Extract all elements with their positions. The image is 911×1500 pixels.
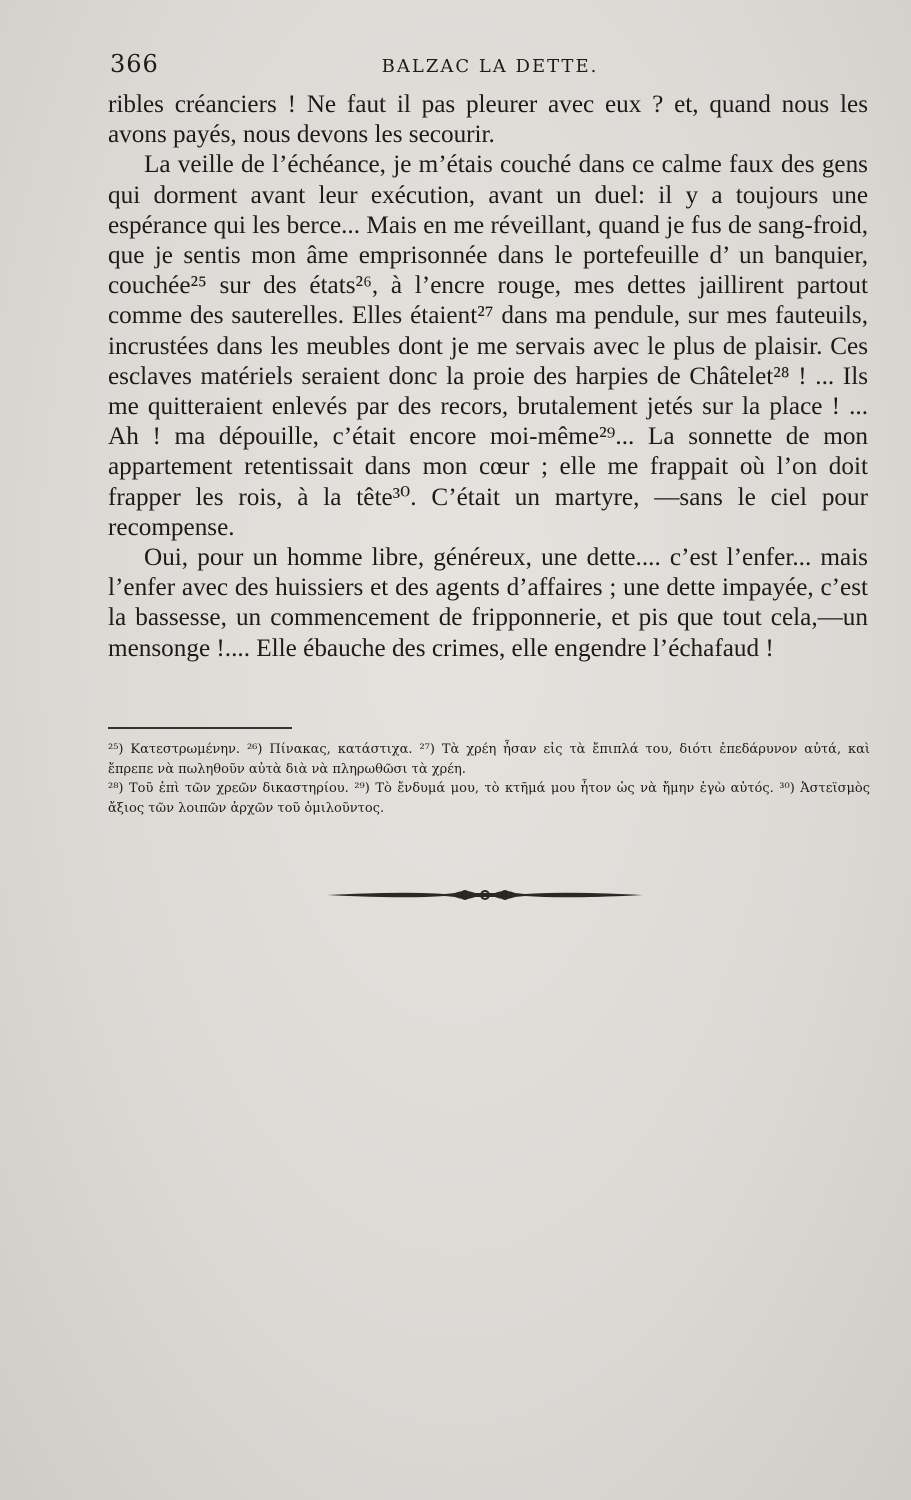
- footnote-rule: [108, 727, 292, 729]
- page-header: [110, 50, 870, 84]
- footnotes: [108, 740, 870, 818]
- page-number: 366: [110, 50, 159, 78]
- end-ornament-icon: [325, 885, 645, 905]
- paragraph-2: La veille de l’échéance, je m’étais couché dans ce calme faux des gens qui dorment avant leur exécution, avant un duel: il y a toujours une espérance qui les berce... Mais en me réveillant, quand je fus de sang-froid, que je sentis mon âme emprisonnée dans le portefeuille d’ un banquier, couchée²⁵ sur des états²⁶, à l’encre rouge, mes dettes jaillirent partout comme des sauterelles. Elles étaient²⁷ dans ma pendule, sur mes fauteuils, incrustées dans les meubles dont je me servais avec le plus de plaisir. Ces esclaves matériels seraient donc la proie des harpies de Châtelet²⁸ ! ... Ils me quitteraient enlevés par des recors, brutalement jetés sur la place ! ... Ah ! ma dépouille, c’était encore moi-même²⁹... La sonnette de mon appartement retentissait dans mon cœur ; elle me frappait où l’on doit frapper les rois, à la tête³⁰. C’était un martyre, —sans le ciel pour recompense.: [108, 151, 868, 541]
- body-text: [108, 90, 868, 664]
- footnote-line-1: ²⁵) Κατεστρωμένην. ²⁶) Πίνακας, κατάστιχα. ²⁷) Τὰ χρέη ἦσαν εἰς τὰ ἔπιπλά του, διότι ἐπεδάρυνον αὐτά, καὶ ἔπρεπε νὰ πωληθοῦν αὐτὰ διὰ νὰ πληρωθῶσι τὰ χρέη.: [108, 742, 870, 777]
- running-title: BALZAC LA DETTE.: [381, 56, 599, 77]
- footnote-line-2: ²⁸) Τοῦ ἐπὶ τῶν χρεῶν δικαστηρίου. ²⁹) Τὸ ἔνδυμά μου, τὸ κτῆμά μου ἦτον ὡς νὰ ἤμην ἐγὼ αὐτός. ³⁰) Ἀστεϊσμὸς ἄξιος τῶν λοιπῶν ἀρχῶν τοῦ ὁμιλοῦντος.: [108, 781, 870, 816]
- paragraph-3: Oui, pour un homme libre, généreux, une dette.... c’est l’enfer... mais l’enfer avec des huissiers et des agents d’affaires ; une dette impayée, c’est la bassesse, un commencement de fripponnerie, et pis que tout cela,—un mensonge !.... Elle ébauche des crimes, elle engendre l’échafaud !: [108, 544, 868, 662]
- paragraph-1: ribles créanciers ! Ne faut il pas pleurer avec eux ? et, quand nous les avons payés, nous devons les secourir.: [108, 91, 868, 149]
